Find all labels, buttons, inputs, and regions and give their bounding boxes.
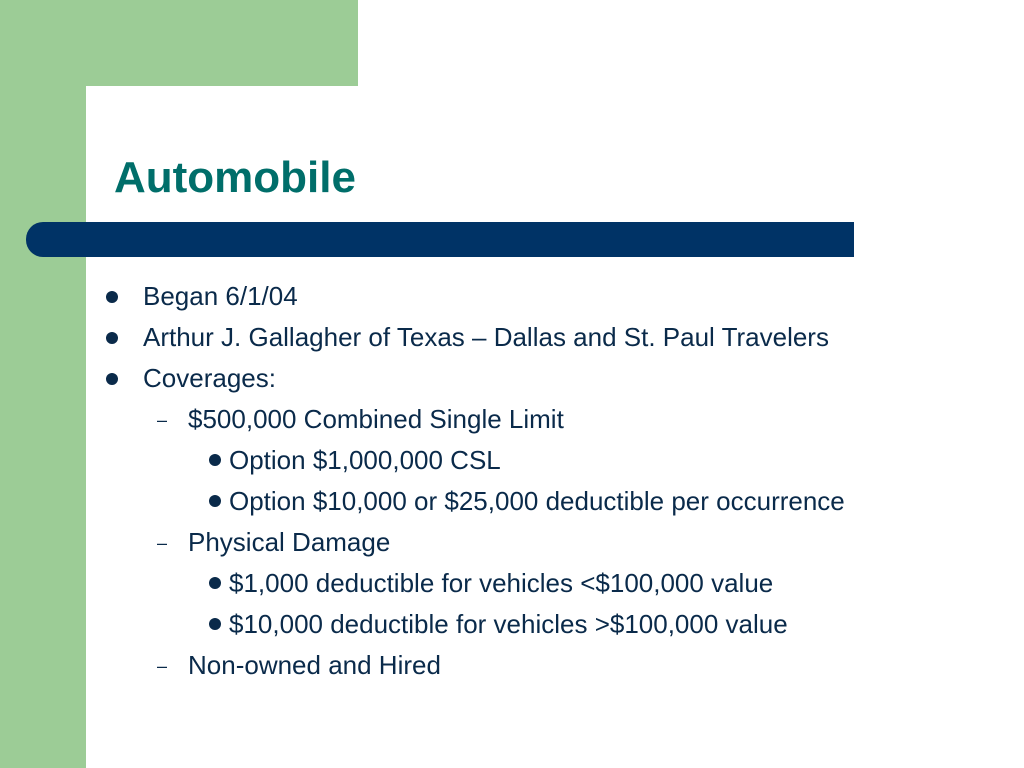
option-item [209,608,788,640]
option-under-100k: $1,000 deductible for vehicles <$100,000 value [229,568,774,598]
dash-icon: – [157,533,168,553]
coverage-non-owned: Non-owned and Hired [188,650,441,680]
bullet-began: Began 6/1/04 [143,281,298,311]
option-deductible: Option $10,000 or $25,000 deductible per occurrence [229,486,845,516]
slide-title: Automobile [114,153,356,202]
bullet-icon [209,454,221,466]
option-item [209,567,773,599]
coverage-csl: $500,000 Combined Single Limit [188,404,564,434]
dash-icon: – [157,656,168,676]
bullet-icon [209,618,221,630]
bullet-coverages: Coverages: [143,363,276,393]
option-item [209,485,845,517]
coverage-physical-damage: Physical Damage [188,527,391,557]
option-csl-1m: Option $1,000,000 CSL [229,445,501,475]
option-over-100k: $10,000 deductible for vehicles >$100,000 value [229,609,788,639]
bullet-icon [209,577,221,589]
bullet-broker: Arthur J. Gallagher of Texas – Dallas and St. Paul Travelers [143,322,829,352]
bullet-icon [106,373,118,385]
bullet-icon [209,495,221,507]
bullet-icon [106,332,118,344]
option-item [209,444,501,476]
dash-icon: – [157,410,168,430]
bullet-icon [106,291,118,303]
